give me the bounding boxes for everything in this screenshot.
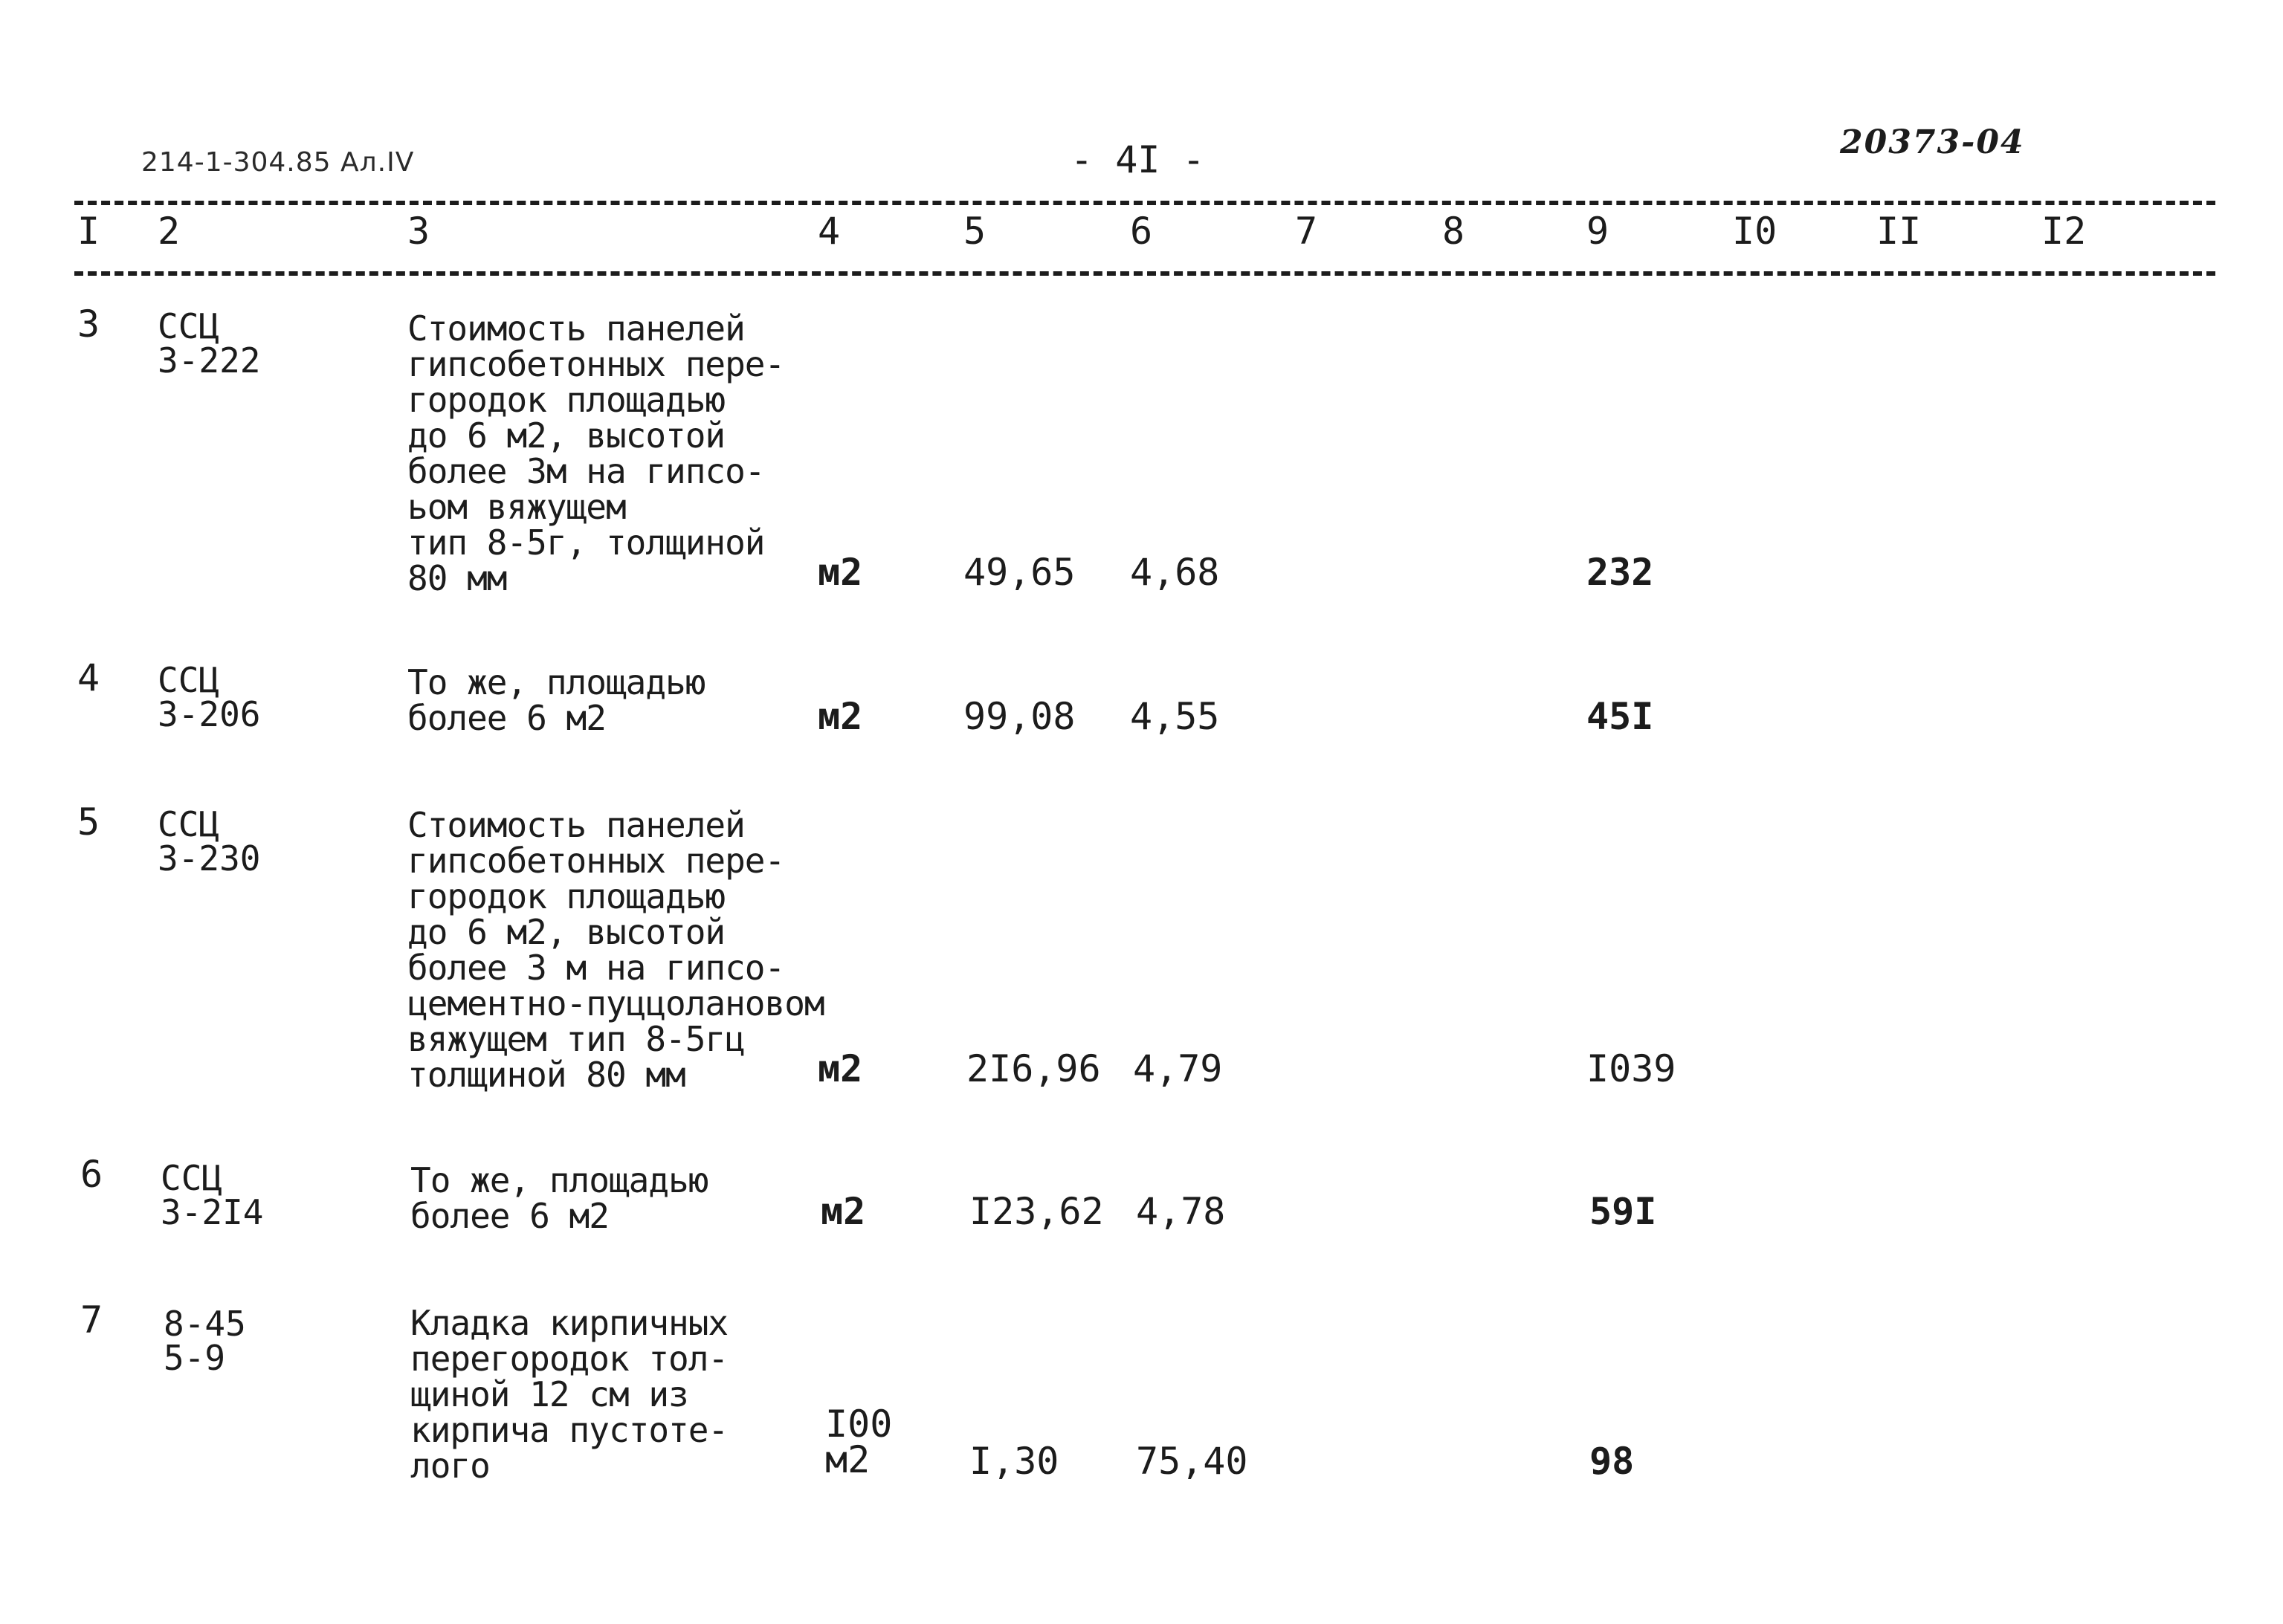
quantity: 2I6,96 (966, 1047, 1101, 1090)
row-number: 7 (80, 1298, 103, 1342)
column-number: 9 (1586, 210, 1609, 253)
price-code: ССЦ 3-2I4 (161, 1158, 264, 1232)
document-code: 214-1-304.85 Ал.IV (141, 147, 415, 178)
quantity: 49,65 (963, 551, 1076, 594)
page-number: - 4I - (1071, 138, 1205, 181)
column-number: I2 (2041, 210, 2087, 253)
unit: м2 (818, 551, 863, 594)
header-dashed-rule (74, 271, 2215, 276)
price-code: 8-45 5-9 (164, 1304, 246, 1378)
unit-price: 4,55 (1130, 695, 1220, 738)
total-cost: 98 (1589, 1440, 1635, 1483)
column-number: 8 (1442, 210, 1465, 253)
column-number: 7 (1295, 210, 1318, 253)
unit-price: 4,68 (1130, 551, 1220, 594)
price-code: ССЦ 3-222 (158, 306, 261, 381)
total-cost: I039 (1586, 1047, 1676, 1090)
column-number: 2 (158, 210, 181, 253)
total-cost: 59I (1589, 1190, 1657, 1233)
column-number: 5 (963, 210, 986, 253)
top-dashed-rule (74, 201, 2215, 205)
row-number: 6 (80, 1153, 103, 1196)
unit: I00 м2 (825, 1403, 893, 1481)
quantity: I,30 (969, 1440, 1059, 1483)
quantity: I23,62 (969, 1190, 1104, 1233)
unit-price: 4,79 (1133, 1047, 1223, 1090)
column-number: 3 (407, 210, 430, 253)
unit-price: 4,78 (1136, 1190, 1226, 1233)
work-description: То же, площадью более 6 м2 (410, 1160, 708, 1236)
work-description: То же, площадью более 6 м2 (407, 662, 705, 738)
column-number: 4 (818, 210, 841, 253)
quantity: 99,08 (963, 695, 1076, 738)
row-number: 3 (77, 303, 100, 346)
unit: м2 (818, 1047, 863, 1090)
archive-number: 20373-04 (1840, 123, 2025, 161)
unit-price: 75,40 (1136, 1440, 1248, 1483)
work-description: Кладка кирпичных перегородок тол- щиной 12 см из кирпича пустоте- лого (410, 1303, 729, 1486)
column-number: I0 (1732, 210, 1777, 253)
work-description: Стоимость панелей гипсобетонных пере- городок площадью до 6 м2, высотой более 3м на гипсо- ьом вяжущем тип 8-5г, толщиной 80 мм (407, 308, 785, 598)
column-number: II (1876, 210, 1922, 253)
unit: м2 (821, 1190, 866, 1233)
column-number: I (77, 210, 100, 253)
unit: м2 (818, 695, 863, 738)
total-cost: 45I (1586, 695, 1654, 738)
work-description: Стоимость панелей гипсобетонных пере- городок площадью до 6 м2, высотой более 3 м на гипсо- цементно-пуццолановом вяжущем тип 8-5гц толщиной 80 мм (407, 805, 824, 1095)
price-code: ССЦ 3-230 (158, 804, 261, 879)
row-number: 5 (77, 800, 100, 844)
row-number: 4 (77, 656, 100, 699)
column-number: 6 (1130, 210, 1153, 253)
total-cost: 232 (1586, 551, 1654, 594)
price-code: ССЦ 3-206 (158, 660, 261, 734)
